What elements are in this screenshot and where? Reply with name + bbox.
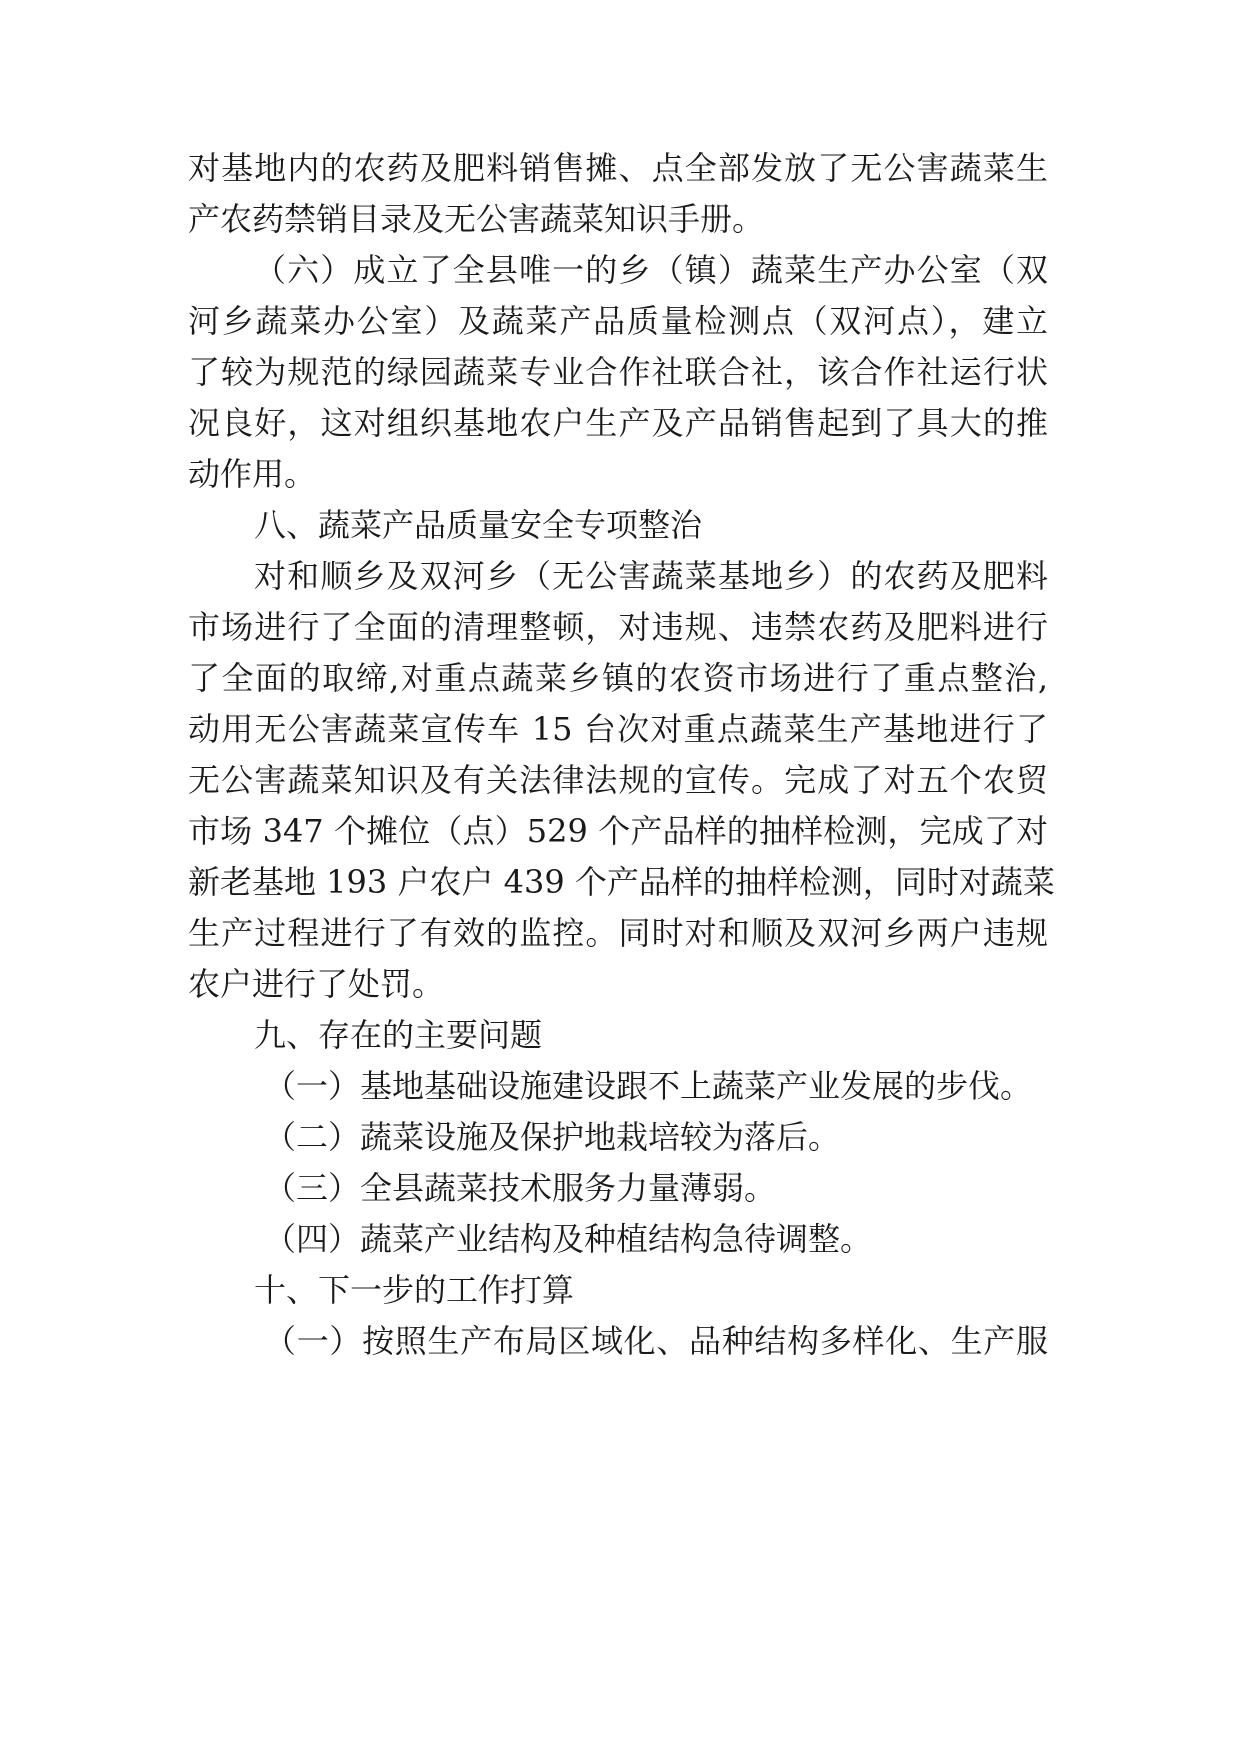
text-line: 农户进行了处罚。 — [188, 965, 445, 1003]
list-item: （三）全县蔬菜技术服务力量薄弱。 — [264, 1169, 777, 1207]
text-line: 况良好，这对组织基地农户生产及产品销售起到了具大的推 — [188, 404, 1048, 442]
text-line: 对和顺乡及双河乡（无公害蔬菜基地乡）的农药及肥料 — [254, 557, 1048, 595]
list-item: （二）蔬菜设施及保护地栽培较为落后。 — [264, 1118, 841, 1156]
text-line: 动作用。 — [188, 455, 317, 493]
list-item: （一）基地基础设施建设跟不上蔬菜产业发展的步伐。 — [264, 1067, 1033, 1105]
section-heading: 八、蔬菜产品质量安全专项整治 — [254, 506, 703, 544]
list-item: （一）按照生产布局区域化、品种结构多样化、生产服 — [264, 1322, 1048, 1360]
section-heading: 九、存在的主要问题 — [254, 1016, 543, 1054]
text-line: 市场进行了全面的清理整顿，对违规、违禁农药及肥料进行 — [188, 608, 1048, 646]
text-line: 河乡蔬菜办公室）及蔬菜产品质量检测点（双河点），建立 — [188, 302, 1048, 340]
text-line: 新老基地 193 户农户 439 个产品样的抽样检测，同时对蔬菜 — [188, 863, 1055, 901]
text-line: 生产过程进行了有效的监控。同时对和顺及双河乡两户违规 — [188, 914, 1048, 952]
list-item: （四）蔬菜产业结构及种植结构急待调整。 — [264, 1220, 873, 1258]
text-line: 了全面的取缔,对重点蔬菜乡镇的农资市场进行了重点整治, — [188, 659, 1048, 697]
text-line: 对基地内的农药及肥料销售摊、点全部发放了无公害蔬菜生 — [188, 149, 1048, 187]
section-heading: 十、下一步的工作打算 — [254, 1271, 575, 1309]
text-line: （六）成立了全县唯一的乡（镇）蔬菜生产办公室（双 — [254, 251, 1048, 289]
text-line: 产农药禁销目录及无公害蔬菜知识手册。 — [188, 200, 765, 238]
text-line: 无公害蔬菜知识及有关法律法规的宣传。完成了对五个农贸 — [188, 761, 1048, 799]
text-line: 了较为规范的绿园蔬菜专业合作社联合社，该合作社运行状 — [188, 353, 1048, 391]
text-line: 动用无公害蔬菜宣传车 15 台次对重点蔬菜生产基地进行了 — [188, 710, 1048, 748]
text-line: 市场 347 个摊位（点）529 个产品样的抽样检测，完成了对 — [188, 812, 1048, 850]
